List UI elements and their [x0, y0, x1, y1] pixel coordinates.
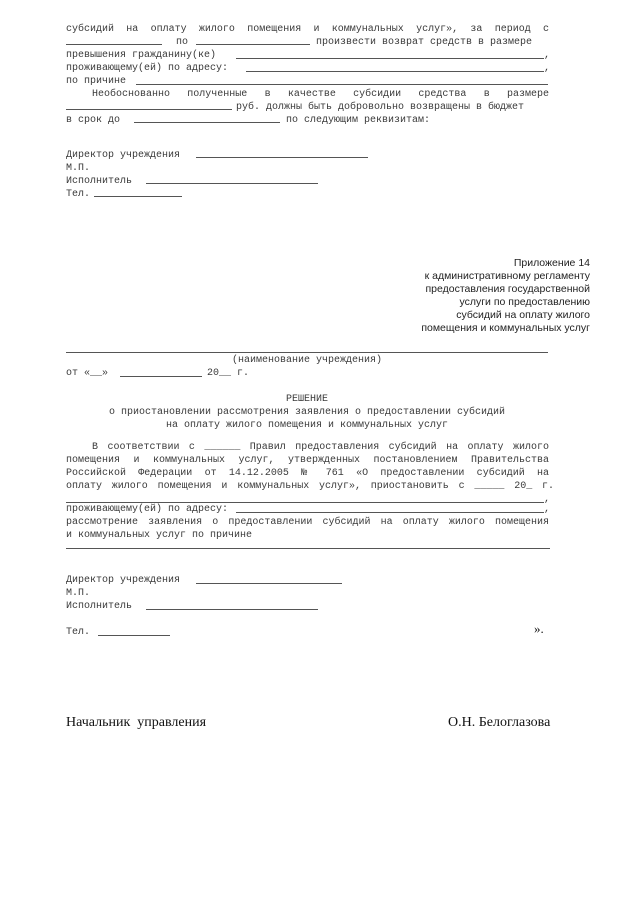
- blank-line: [120, 376, 202, 377]
- annex-line: к административному регламенту: [424, 270, 590, 282]
- blank-line: [66, 109, 232, 110]
- institution-caption: (наименование учреждения): [231, 355, 383, 366]
- text-line: по следующим реквизитам:: [286, 115, 431, 126]
- text-line: Необоснованно полученные в качестве субсидии средства в размере: [92, 89, 549, 100]
- blank-line: [98, 635, 170, 636]
- text-line: руб. должны быть добровольно возвращены в бюджет: [236, 102, 525, 113]
- text-line: субсидий на оплату жилого помещения и коммунальных услуг», за период с: [66, 24, 549, 35]
- date-prefix: от «__»: [66, 368, 109, 379]
- executor-label: Исполнитель: [66, 176, 133, 187]
- text-line: превышения гражданину(ке): [66, 50, 217, 61]
- blank-line: [66, 548, 550, 549]
- blank-line: [246, 71, 544, 72]
- annex-line: помещения и коммунальных услуг: [421, 322, 590, 334]
- blank-line: [196, 44, 310, 45]
- decision-subtitle: о приостановлении рассмотрения заявления о предоставлении субсидий: [108, 407, 506, 418]
- blank-line: [134, 122, 280, 123]
- stamp-label: М.П.: [66, 588, 91, 599]
- decision-title: РЕШЕНИЕ: [285, 394, 328, 405]
- text-line: по причине: [66, 76, 127, 87]
- phone-label: Тел.: [66, 189, 91, 200]
- blank-line: [236, 512, 544, 513]
- text-line: в срок до: [66, 115, 121, 126]
- director-label: Директор учреждения: [66, 150, 181, 161]
- decision-text: оплату жилого помещения и коммунальных услуг», приостановить с _____ 20_ г.: [66, 481, 554, 492]
- decision-text: помещения и коммунальных услуг, утвержденных постановлением Правительства: [66, 455, 549, 466]
- comma: ,: [544, 63, 551, 74]
- date-year: 20__ г.: [207, 368, 250, 379]
- decision-text: проживающему(ей) по адресу:: [66, 504, 229, 515]
- official-position: Начальник управления: [66, 715, 207, 730]
- decision-subtitle: на оплату жилого помещения и коммунальных услуг: [165, 420, 449, 431]
- comma: ,: [544, 494, 551, 505]
- phone-label: Тел.: [66, 627, 91, 638]
- text-line: произвести возврат средств в размере: [316, 37, 533, 48]
- stamp-label: М.П.: [66, 163, 91, 174]
- closing-quote: ».: [534, 621, 544, 636]
- annex-line: предоставления государственной: [425, 283, 590, 295]
- annex-line: услуги по предоставлению: [459, 296, 590, 308]
- executor-label: Исполнитель: [66, 601, 133, 612]
- institution-line: [66, 352, 548, 353]
- comma: ,: [544, 504, 551, 515]
- decision-text: В соответствии с ______ Правил предоставления субсидий на оплату жилого: [92, 442, 549, 453]
- text-line: по: [176, 37, 189, 48]
- director-label: Директор учреждения: [66, 575, 181, 586]
- blank-line: [66, 44, 162, 45]
- blank-line: [146, 609, 318, 610]
- annex-number: Приложение 14: [513, 257, 590, 269]
- blank-line: [136, 84, 548, 85]
- blank-line: [196, 583, 342, 584]
- decision-text: и коммунальных услуг по причине: [66, 530, 253, 541]
- decision-text: Российской Федерации от 14.12.2005 № 761 «О предоставлении субсидий на: [66, 468, 549, 479]
- comma: ,: [544, 50, 551, 61]
- text-line: проживающему(ей) по адресу:: [66, 63, 229, 74]
- blank-line: [236, 58, 544, 59]
- official-name: О.Н. Белоглазова: [448, 715, 551, 730]
- decision-text: рассмотрение заявления о предоставлении субсидий на оплату жилого помещения: [66, 517, 549, 528]
- annex-line: субсидий на оплату жилого: [456, 309, 590, 321]
- blank-line: [146, 183, 318, 184]
- blank-line: [94, 196, 182, 197]
- blank-line: [196, 157, 368, 158]
